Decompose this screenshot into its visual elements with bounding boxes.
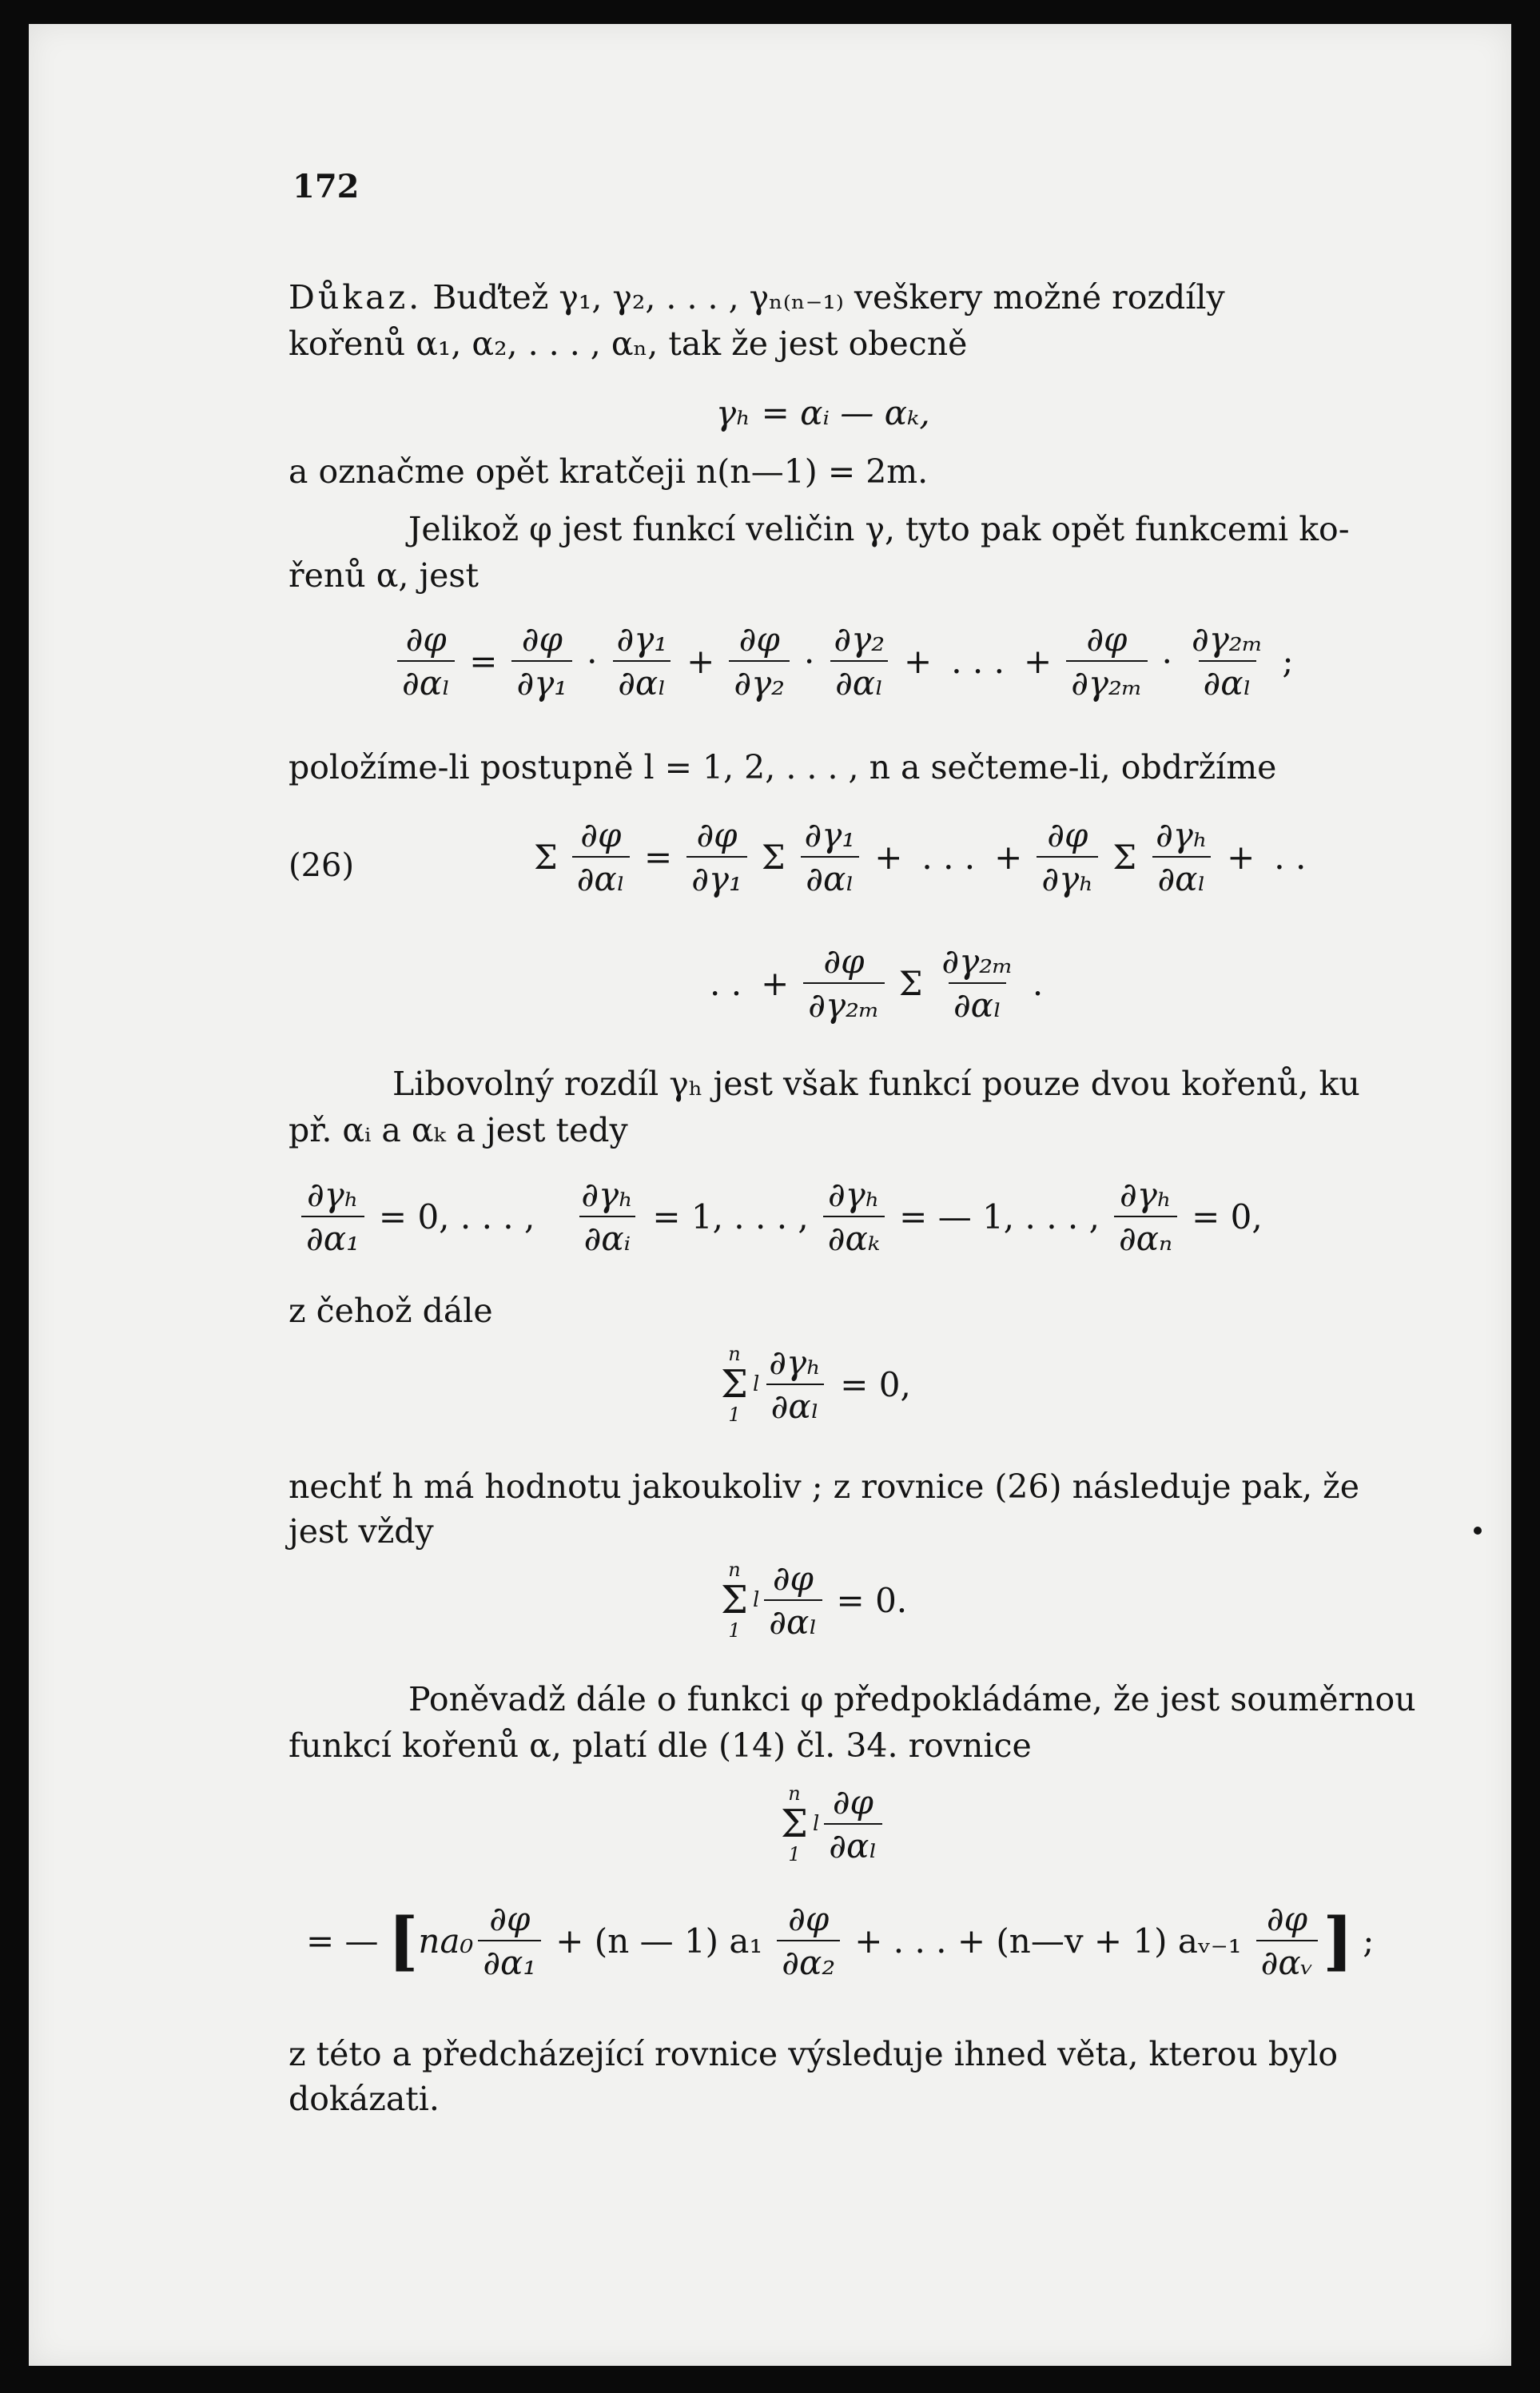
summation: n Σ 1: [721, 1343, 748, 1426]
summation: n Σ 1: [781, 1782, 808, 1865]
equation-chain-rule: $\frac{\partial\varphi}{\text{∂αₗ}}$ = $\frac{\partial\varphi}{\text{∂γ₁}}$ · $\frac{\text{∂γ₁}}{\text{∂αₗ}}$ + $\frac{\partial\varphi}{\text{∂γ₂}}$ · $\frac{\text{∂γ₂}}{\text{∂αₗ}}$ + . . . + $\frac{\partial\varphi}{\text{∂γ₂ₘ}}$ · $\frac{\text{∂γ₂ₘ}}{\text{∂αₗ}}$ ;: [392, 619, 1303, 703]
paragraph-5-line-1: Libovolný rozdíl γₕ jest však funkcí pouze dvou kořenů, ku: [392, 1065, 1360, 1103]
paragraph-8-line-2: funkcí kořenů α, platí dle (14) čl. 34. rovnice: [289, 1726, 1032, 1765]
paragraph-7-line-1: nechť h má hodnotu jakoukoliv ; z rovnice (26) následuje pak, že: [289, 1467, 1360, 1506]
paragraph-3-line-1: Jelikož φ jest funkcí veličin γ, tyto pak opět funkcemi ko-: [408, 510, 1350, 548]
fraction: $\frac{\text{∂γₕ}}{\text{∂αᵢ}}$: [576, 1175, 638, 1258]
proof-line-1: [289, 278, 1415, 317]
fraction: $\frac{\text{∂γ₁}}{\text{∂αₗ}}$: [800, 815, 861, 898]
fraction: $\frac{\text{∂γₕ}}{\text{∂αₗ}}$: [764, 1343, 826, 1426]
equation-26-line-2: . . + $\frac{\partial\varphi}{\text{∂γ₂ₘ}}$ Σ $\frac{\text{∂γ₂ₘ}}{\text{∂αₗ}}$ .: [710, 942, 1044, 1025]
fraction: $\frac{\partial\varphi}{\text{∂γ₂ₘ}}$: [803, 942, 884, 1025]
fraction: $\frac{\text{∂γₕ}}{\text{∂α₁}}$: [301, 1175, 364, 1258]
fraction: $\frac{\partial\varphi}{\text{∂γₕ}}$: [1037, 815, 1098, 898]
book-page: [29, 24, 1511, 2366]
equation-gamma-definition: γₕ = αᵢ — αₖ,: [716, 393, 930, 432]
fraction: $\frac{\partial\varphi}{\text{∂γ₂ₘ}}$: [1066, 619, 1147, 703]
ink-speck: [1474, 1527, 1482, 1535]
fraction: $\frac{\partial\varphi}{\text{∂αₗ}}$: [824, 1782, 881, 1865]
paragraph-9-line-1: z této a předcházející rovnice výsleduje ihned věta, kterou bylo: [289, 2035, 1339, 2073]
fraction: $\frac{\text{∂γ₂ₘ}}{\text{∂αₗ}}$: [941, 942, 1013, 1025]
equation-partials-of-gamma: $\frac{\text{∂γₕ}}{\text{∂α₁}}$ = 0, . . . , $\frac{\text{∂γₕ}}{\text{∂αᵢ}}$ = 1, . . . , $\frac{\text{∂γₕ}}{\text{∂αₖ}}$ = — 1, . . . , $\frac{\text{∂γₕ}}{\text{∂αₙ}}$ = 0,: [296, 1175, 1272, 1258]
paragraph-7-line-2: jest vždy: [289, 1512, 434, 1551]
fraction: $\frac{\text{∂γₕ}}{\text{∂αₗ}}$: [1151, 815, 1212, 898]
equation-sum-gamma-zero: n Σ 1 l $\frac{\text{∂γₕ}}{\text{∂αₗ}}$ = 0,: [721, 1343, 911, 1426]
paragraph-8-line-1: Poněvadž dále o funkci φ předpokládáme, že jest souměrnou: [408, 1680, 1416, 1718]
summation: n Σ 1: [721, 1559, 748, 1642]
paragraph-4: položíme-li postupně l = 1, 2, . . . , n a sečteme-li, obdržíme: [289, 748, 1277, 786]
paragraph-9-line-2: dokázati.: [289, 2080, 440, 2118]
paragraph-3-line-2: řenů α, jest: [289, 556, 479, 595]
fraction: $\frac{\text{∂γ₁}}{\text{∂αₗ}}$: [612, 619, 673, 703]
equation-number-26: (26): [289, 847, 355, 884]
equation-sum-phi-zero: n Σ 1 l $\frac{\partial\varphi}{\text{∂αₗ}}$ = 0.: [721, 1559, 908, 1642]
fraction: $\frac{\partial\varphi}{\text{∂αₗ}}$: [572, 815, 630, 898]
proof-line-1-text: Buďtež γ₁, γ₂, . . . , γₙ₍ₙ₋₁₎ veškery možné rozdíly: [422, 278, 1225, 317]
page-number: 172: [292, 168, 360, 205]
fraction: $\frac{\text{∂γₕ}}{\text{∂αₙ}}$: [1114, 1175, 1177, 1258]
fraction: $\frac{\partial\varphi}{\text{∂αₗ}}$: [764, 1559, 822, 1642]
fraction: $\frac{\text{∂γₕ}}{\text{∂αₖ}}$: [823, 1175, 885, 1258]
fraction: $\frac{\partial\varphi}{\text{∂γ₁}}$: [686, 815, 747, 898]
fraction: $\frac{\partial\varphi}{\text{∂α₂}}$: [777, 1899, 840, 1982]
fraction: $\frac{\text{∂γ₂}}{\text{∂αₗ}}$: [829, 619, 889, 703]
equation-symmetric-expansion: = — [ na₀ $\frac{\partial\varphi}{\text{∂α₁}}$ + (n — 1) a₁ $\frac{\partial\varphi}{\text{∂α₂}}$ + . . . + (n—v + 1) aᵥ₋₁ $\frac{\partial\varphi}{\text{∂αᵥ}}$ ] ;: [306, 1899, 1375, 1982]
paragraph-5-line-2: př. αᵢ a αₖ a jest tedy: [289, 1111, 628, 1149]
fraction: $\frac{\partial\varphi}{\text{∂αₗ}}$: [397, 619, 455, 703]
fraction: $\frac{\partial\varphi}{\text{∂αᵥ}}$: [1256, 1899, 1319, 1982]
equation-26-line-1: Σ $\frac{\partial\varphi}{\text{∂αₗ}}$ = $\frac{\partial\varphi}{\text{∂γ₁}}$ Σ $\frac{\text{∂γ₁}}{\text{∂αₗ}}$ + . . . + $\frac{\partial\varphi}{\text{∂γₕ}}$ Σ $\frac{\text{∂γₕ}}{\text{∂αₗ}}$ + . .: [534, 815, 1307, 898]
equation-symmetric-sum: n Σ 1 l $\frac{\partial\varphi}{\text{∂αₗ}}$: [776, 1782, 887, 1865]
fraction: $\frac{\partial\varphi}{\text{∂α₁}}$: [478, 1899, 541, 1982]
paragraph-6: z čehož dále: [289, 1292, 493, 1330]
fraction: $\frac{\partial\varphi}{\text{∂γ₂}}$: [729, 619, 790, 703]
fraction: $\frac{\partial\varphi}{\text{∂γ₁}}$: [511, 619, 572, 703]
proof-line-2: kořenů α₁, α₂, . . . , αₙ, tak že jest obecně: [289, 325, 968, 363]
fraction: $\frac{\text{∂γ₂ₘ}}{\text{∂αₗ}}$: [1191, 619, 1263, 703]
notation-line: a označme opět kratčeji n(n—1) = 2m.: [289, 452, 929, 491]
proof-lead: Důkaz.: [289, 278, 423, 317]
